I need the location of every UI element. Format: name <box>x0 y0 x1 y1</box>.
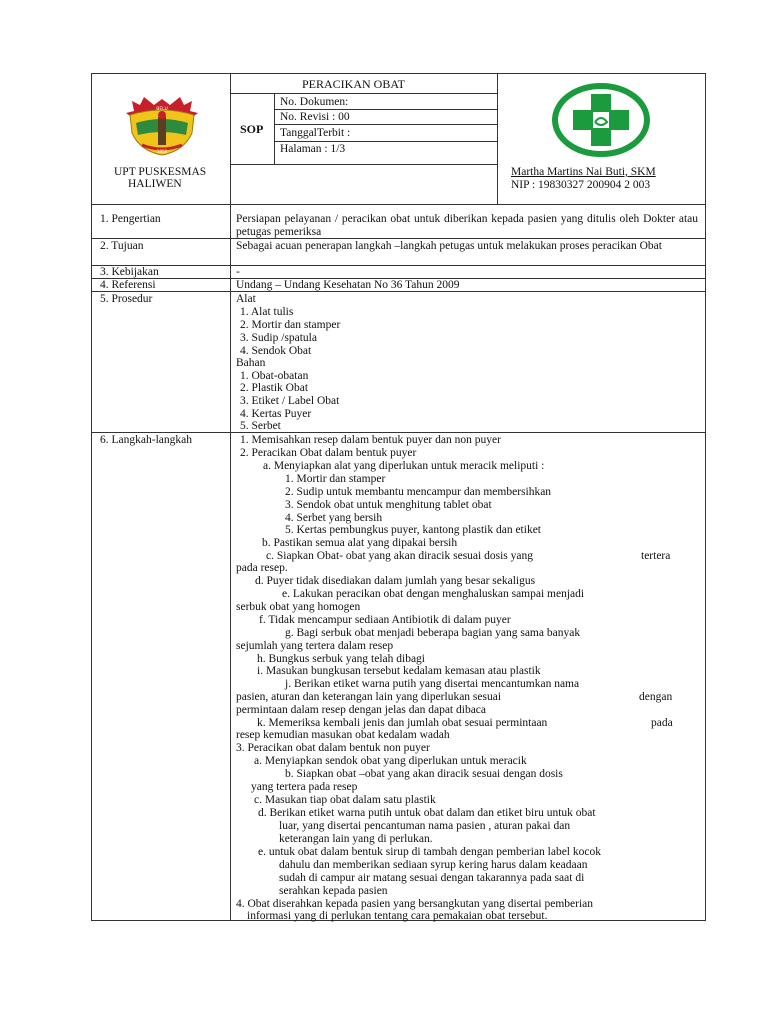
puskesmas-logo-icon <box>551 82 651 158</box>
step-text: keterangan lain yang di perlukan. <box>279 833 433 845</box>
svg-text:BELU: BELU <box>156 107 168 112</box>
step-item: 2. Sudip untuk membantu mencampur dan membersihkan <box>285 486 552 498</box>
kebijakan-text: - <box>236 266 240 278</box>
issue-date-field: TanggalTerbit : <box>280 127 351 139</box>
alat-item: 4. Sendok Obat <box>240 345 312 357</box>
field-rule <box>274 141 497 142</box>
field-rule <box>230 164 497 165</box>
step-text: sejumlah yang tertera dalam resep <box>236 640 394 652</box>
step-text: c. Masukan tiap obat dalam satu plastik <box>254 794 436 806</box>
step-text: e. Lakukan peracikan obat dengan menghaluskan sampai menjadi <box>282 588 585 600</box>
step-text: e. untuk obat dalam bentuk sirup di tambah dengan pemberian label kocok <box>258 846 601 858</box>
step-text: i. Masukan bungkusan tersebut kedalam kemasan atau plastik <box>257 665 541 677</box>
alat-item: 1. Alat tulis <box>240 306 294 318</box>
bahan-heading: Bahan <box>236 357 266 369</box>
step-text: pasien, aturan dan keterangan lain yang diperlukan sesuai <box>236 691 502 703</box>
step-item: 4. Serbet yang bersih <box>285 512 383 524</box>
step-text: b. Siapkan obat –obat yang akan diracik sesuai dengan dosis <box>285 768 563 780</box>
step-text: luar, yang disertai pencantuman nama pasien , aturan pakai dan <box>279 820 571 832</box>
row-rule <box>91 265 706 266</box>
step-text: yang tertera pada resep <box>251 781 358 793</box>
step-text: d. Berikan etiket warna putih untuk obat dalam dan etiket biru untuk obat <box>258 807 596 819</box>
step-text: pada <box>651 717 673 729</box>
page-field: Halaman : 1/3 <box>280 143 346 155</box>
referensi-text: Undang – Undang Kesehatan No 36 Tahun 2009 <box>236 279 460 291</box>
section-label-langkah: 6. Langkah-langkah <box>100 434 192 446</box>
tujuan-text: Sebagai acuan penerapan langkah –langkah petugas untuk melakukan proses peracikan Obat <box>236 240 662 252</box>
section-label-prosedur: 5. Prosedur <box>100 293 153 305</box>
step-text: dengan <box>639 691 673 703</box>
step-text: dahulu dan memberikan sediaan syrup kering harus dalam keadaan <box>279 859 588 871</box>
title-rule <box>230 93 497 94</box>
alat-item: 2. Mortir dan stamper <box>240 319 341 331</box>
signer-nip: NIP : 19830327 200904 2 003 <box>511 179 651 191</box>
field-rule <box>274 124 497 125</box>
step-text: a. Menyiapkan alat yang diperlukan untuk meracik meliputi : <box>263 460 545 472</box>
bahan-item: 3. Etiket / Label Obat <box>240 395 340 407</box>
revision-field: No. Revisi : 00 <box>280 111 350 123</box>
doc-number-field: No. Dokumen: <box>280 96 349 108</box>
step-text: sudah di campur air matang sesuai dengan takarannya pada saat di <box>279 872 585 884</box>
step-text: serbuk obat yang homogen <box>236 601 361 613</box>
row-rule <box>91 432 706 433</box>
signer-name: Martha Martins Nai Buti, SKM <box>511 166 656 178</box>
step-text: informasi yang di perlukan tentang cara pemakaian obat tersebut. <box>247 910 548 922</box>
step-text: d. Puyer tidak disediakan dalam jumlah yang besar sekaligus <box>255 575 536 587</box>
step-text: f. Tidak mencampur sediaan Antibiotik di dalam puyer <box>259 614 511 626</box>
institution-name: UPT PUSKESMAS <box>114 166 207 178</box>
step-item: 1. Mortir dan stamper <box>285 473 386 485</box>
step-text: g. Bagi serbuk obat menjadi beberapa bagian yang sama banyak <box>285 627 581 639</box>
step-text: a. Menyiapkan sendok obat yang diperlukan untuk meracik <box>254 755 527 767</box>
step-text: 4. Obat diserahkan kepada pasien yang bersangkutan yang disertai pemberian <box>236 898 594 910</box>
svg-text:1958: 1958 <box>156 149 168 154</box>
bahan-item: 4. Kertas Puyer <box>240 408 312 420</box>
step-text: 2. Peracikan Obat dalam bentuk puyer <box>240 447 417 459</box>
step-text: c. Siapkan Obat- obat yang akan diracik sesuai dosis yang <box>266 550 533 562</box>
sop-label: SOP <box>240 122 264 136</box>
section-label-referensi: 4. Referensi <box>100 279 156 291</box>
step-text: 1. Memisahkan resep dalam bentuk puyer dan non puyer <box>240 434 501 446</box>
bahan-item: 1. Obat-obatan <box>240 370 309 382</box>
section-label-tujuan: 2. Tujuan <box>100 240 144 252</box>
section-label-kebijakan: 3. Kebijakan <box>100 266 159 278</box>
step-text: k. Memeriksa kembali jenis dan jumlah obat sesuai permintaan <box>257 717 548 729</box>
header-divider-right <box>497 73 498 204</box>
step-text: j. Berikan etiket warna putih yang disertai mencantumkan nama <box>285 678 580 690</box>
document-title: PERACIKAN OBAT <box>302 77 406 91</box>
step-text: 3. Peracikan obat dalam bentuk non puyer <box>236 742 430 754</box>
column-divider <box>230 73 231 921</box>
pengertian-text: Persiapan pelayanan / peracikan obat untuk diberikan kepada pasien yang ditulis oleh Dokter atau petugas pemeriksa <box>236 213 698 238</box>
step-text: h. Bungkus serbuk yang telah dibagi <box>257 653 426 665</box>
field-rule <box>274 109 497 110</box>
institution-name-line2: HALIWEN <box>128 178 182 190</box>
step-item: 5. Kertas pembungkus puyer, kantong plastik dan etiket <box>285 524 541 536</box>
step-text: resep kemudian masukan obat kedalam wadah <box>236 729 450 741</box>
step-text: pada resep. <box>236 562 288 574</box>
alat-item: 3. Sudip /spatula <box>240 332 317 344</box>
sop-divider <box>274 93 275 164</box>
step-item: 3. Sendok obat untuk menghitung tablet obat <box>285 499 492 511</box>
alat-heading: Alat <box>236 293 256 305</box>
section-label-pengertian: 1. Pengertian <box>100 213 161 225</box>
step-text: permintaan dalam resep dengan jelas dan dapat dibaca <box>236 704 487 716</box>
regency-emblem-icon <box>122 93 202 157</box>
step-text: serahkan kepada pasien <box>279 885 388 897</box>
bahan-item: 2. Plastik Obat <box>240 382 309 394</box>
step-text: b. Pastikan semua alat yang dipakai bersih <box>262 537 458 549</box>
bahan-item: 5. Serbet <box>240 420 281 432</box>
row-rule <box>91 204 706 205</box>
step-text: tertera <box>641 550 671 562</box>
